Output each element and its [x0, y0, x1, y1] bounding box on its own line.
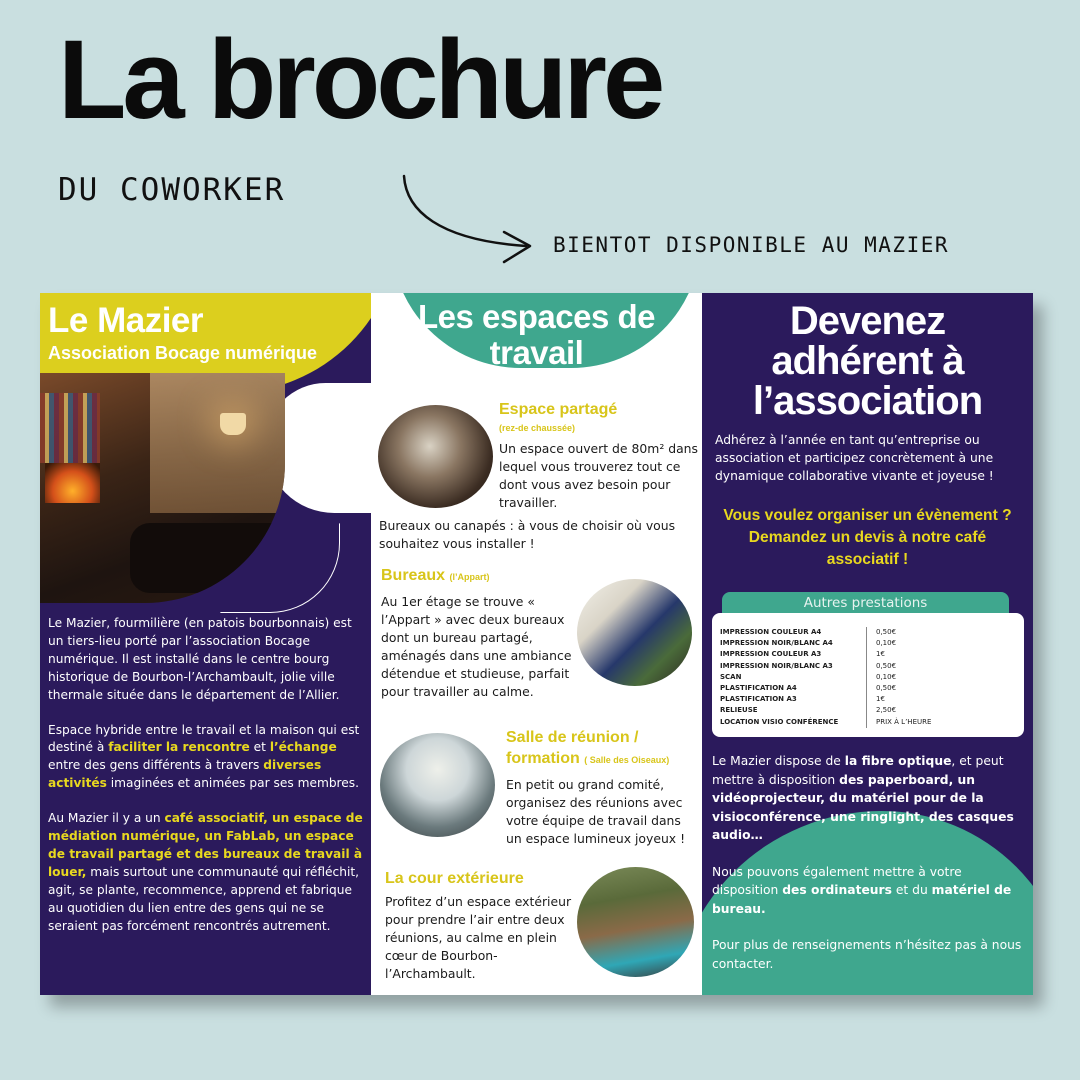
event-callout: Vous voulez organiser un évènement ? Demandez un devis à notre café associatif !: [723, 507, 1012, 568]
availability-note: BIENTOT DISPONIBLE AU MAZIER: [553, 233, 950, 257]
panel-espaces: [371, 293, 702, 995]
table-cell: SCAN: [720, 672, 742, 681]
table-cell: IMPRESSION COULEUR A4: [720, 628, 822, 636]
paragraph: Le Mazier dispose de la fibre optique, et peut mettre à disposition des paperboard, un vidéoprojecteur, du matériel pour de la visioconférence, une ringlight, des casques audio…: [712, 754, 1014, 842]
table-cell: PRIX À L’HEURE: [876, 717, 932, 726]
table-cell: 0,50€: [876, 628, 897, 636]
page-subtitle: DU COWORKER: [58, 172, 286, 208]
section-text: Au 1er étage se trouve « l’Appart » avec deux bureaux dont un bureau partagé, aménagés dans une ambiance détendue et studieuse, parfait pour travailler au calme.: [381, 594, 572, 699]
table-cell: IMPRESSION COULEUR A3: [720, 650, 822, 659]
section-note: (rez-de chaussée): [499, 423, 576, 433]
prestations-labels: [720, 627, 838, 728]
section-title: Espace partagé: [499, 401, 618, 418]
panel-adherent: [702, 293, 1033, 995]
prestations-table: [712, 613, 1024, 737]
meeting-room-photo: [380, 733, 495, 837]
paragraph: Nous pouvons également mettre à votre disposition des ordinateurs et du matériel de bureau.: [712, 864, 1012, 916]
table-cell: 1€: [876, 650, 885, 659]
section-text: Bureaux ou canapés : à vous de choisir où vous souhaitez vous installer !: [379, 518, 676, 551]
offices-photo: [577, 579, 692, 686]
section-title: formation ( Salle des Oiseaux): [506, 750, 670, 767]
panel-le-mazier: [40, 293, 371, 995]
section-title: Salle de réunion /: [506, 729, 639, 746]
table-cell: IMPRESSION NOIR/BLANC A3: [720, 661, 833, 670]
section-text: Profitez d’un espace extérieur pour prendre l’air entre deux réunions, au calme en plein cœur de Bourbon-l’Archambault.: [385, 894, 572, 981]
section-text: Un espace ouvert de 80m² dans lequel vous trouverez tout ce dont vous avez besoin pour travailler.: [499, 441, 698, 510]
panel3-title: Devenez adhérent à l’association: [752, 299, 983, 423]
curved-arrow-icon: [398, 170, 538, 270]
table-cell: 0,10€: [876, 639, 897, 648]
table-cell: IMPRESSION NOIR/BLANC A4: [720, 639, 833, 648]
prestations-prices: [866, 627, 931, 728]
table-cell: 2,50€: [876, 706, 897, 715]
section-title: La cour extérieure: [385, 870, 524, 887]
panel1-body: [48, 615, 366, 953]
panel1-title: Le Mazier: [48, 301, 203, 340]
membership-intro: Adhérez à l’année en tant qu’entreprise ou association et participez concrètement à une dynamique collaborative vivante et joyeuse !: [715, 433, 994, 483]
panel1-subtitle: Association Bocage numérique: [48, 343, 318, 363]
table-cell: 0,50€: [876, 661, 897, 670]
prestations-title: Autres prestations: [722, 592, 1009, 614]
paragraph: Le Mazier, fourmilière (en patois bourbonnais) est un tiers-lieu porté par l’association Bocage numérique. Il est installé dans le centre bourg historique de Bourbon-l’Archambault, jolie ville thermale située dans le département de l’Allier.: [48, 616, 352, 702]
panel2-title: Les espaces de travail: [418, 298, 655, 371]
table-cell: 1€: [876, 695, 885, 704]
table-cell: RELIEUSE: [720, 706, 758, 715]
table-cell: 0,10€: [876, 672, 897, 681]
brochure: [40, 293, 1033, 995]
equipment-info: [712, 752, 1024, 991]
table-cell: LOCATION VISIO CONFÉRENCE: [720, 717, 839, 726]
table-cell: 0,50€: [876, 683, 897, 692]
decorative-line: [220, 523, 340, 613]
shared-space-photo: [378, 405, 493, 508]
table-cell: PLASTIFICATION A3: [720, 695, 797, 704]
contact-text: Pour plus de renseignements n’hésitez pas à nous contacter.: [712, 938, 1022, 971]
page-title: La brochure: [58, 17, 662, 142]
courtyard-photo: [577, 867, 694, 977]
section-title: Bureaux (l’Appart): [381, 567, 490, 584]
section-text: En petit ou grand comité, organisez des réunions avec votre équipe de travail dans un espace lumineux joyeux !: [506, 777, 686, 846]
paragraph: Espace hybride entre le travail et la maison qui est destiné à faciliter la rencontre et l’échange entre des gens différents à travers diverses activités imaginées et animées par ses membres.: [48, 722, 360, 791]
paragraph: Au Mazier il y a un café associatif, un espace de médiation numérique, un FabLab, un espace de travail partagé et des bureaux de travail à louer, mais surtout une communauté qui réfléchit, agit, se plante, recommence, apprend et fabrique au quotidien du lien entre des gens qui ne se seraient pas forcément rencontrés autrement.: [48, 811, 363, 933]
table-cell: PLASTIFICATION A4: [720, 683, 797, 692]
